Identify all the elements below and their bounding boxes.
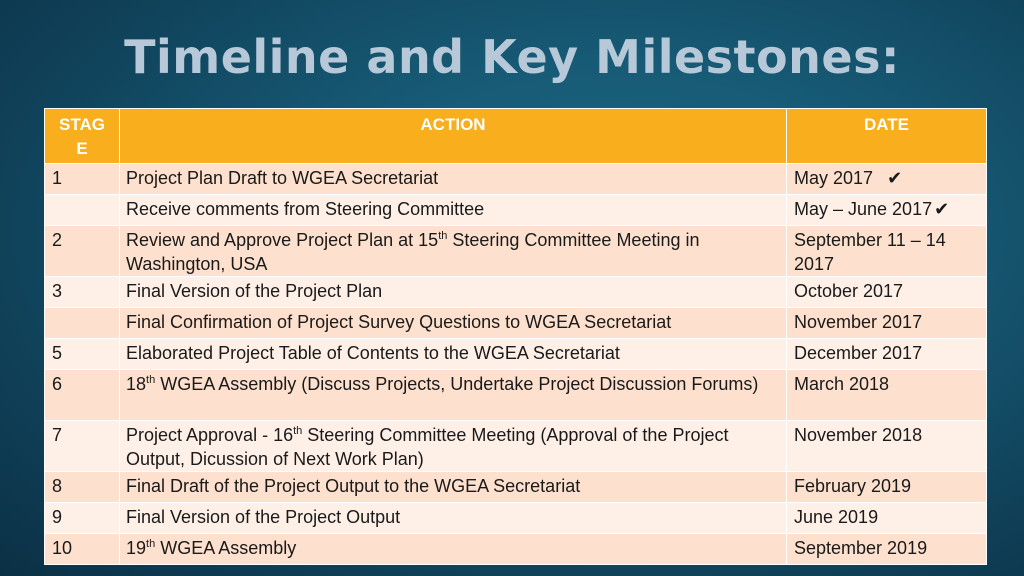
table-row [45,472,987,503]
table-row [45,226,987,277]
ordinal-suffix: th [146,374,156,386]
action-text: 18 [126,374,147,394]
table-row [45,503,987,534]
action-text: WGEA Assembly [155,538,297,558]
table-row [45,195,987,226]
stage-cell: 1 [45,164,120,195]
action-cell: Project Plan Draft to WGEA Secretariat [120,164,787,195]
date-cell: November 2018 [787,421,987,472]
action-text: Steering Committee Meeting in Washington, USA [126,230,700,274]
stage-cell: 2 [45,226,120,277]
table-row [45,339,987,370]
table-header-row [45,109,987,164]
action-text: Steering Committee Meeting (Approval of the Project Output, Dicussion of Next Work Plan) [126,425,729,469]
action-cell [120,226,787,277]
action-cell: Final Version of the Project Plan [120,277,787,308]
stage-cell [45,308,120,339]
date-cell: June 2019 [787,503,987,534]
stage-cell: 5 [45,339,120,370]
date-cell [787,195,987,226]
action-cell [120,534,787,565]
action-text: 19 [126,538,147,558]
date-cell: November 2017 [787,308,987,339]
header-action: ACTION [120,109,787,164]
ordinal-suffix: th [146,538,156,550]
action-text: WGEA Assembly (Discuss Projects, Undertake Project Discussion Forums) [155,374,759,394]
ordinal-suffix: th [438,230,448,242]
table-row [45,370,987,421]
stage-cell: 7 [45,421,120,472]
stage-cell [45,195,120,226]
checkmark-icon: ✔ [887,168,903,188]
action-cell [120,421,787,472]
action-cell: Receive comments from Steering Committee [120,195,787,226]
checkmark-icon: ✔ [934,199,950,219]
table-row [45,308,987,339]
table-row [45,534,987,565]
stage-cell: 9 [45,503,120,534]
page-title: Timeline and Key Milestones: [124,30,900,84]
stage-cell: 6 [45,370,120,421]
date-cell: February 2019 [787,472,987,503]
action-text: Project Approval - 16 [126,425,294,445]
table-row [45,164,987,195]
action-cell: Final Confirmation of Project Survey Questions to WGEA Secretariat [120,308,787,339]
milestones-table [44,108,987,565]
date-text: May – June 2017 [794,199,933,219]
stage-cell: 8 [45,472,120,503]
date-cell: September 11 – 14 2017 [787,226,987,277]
ordinal-suffix: th [293,425,303,437]
action-cell: Final Version of the Project Output [120,503,787,534]
action-cell: Final Draft of the Project Output to the WGEA Secretariat [120,472,787,503]
date-text: May 2017 [794,168,874,188]
header-date: DATE [787,109,987,164]
action-text: Review and Approve Project Plan at 15 [126,230,439,250]
stage-cell: 10 [45,534,120,565]
date-cell: September 2019 [787,534,987,565]
date-cell: March 2018 [787,370,987,421]
stage-cell: 3 [45,277,120,308]
date-cell: December 2017 [787,339,987,370]
date-cell [787,164,987,195]
table-row [45,277,987,308]
header-stage: STAG E [45,109,120,164]
action-cell: Elaborated Project Table of Contents to the WGEA Secretariat [120,339,787,370]
date-cell: October 2017 [787,277,987,308]
action-cell [120,370,787,421]
table-row [45,421,987,472]
